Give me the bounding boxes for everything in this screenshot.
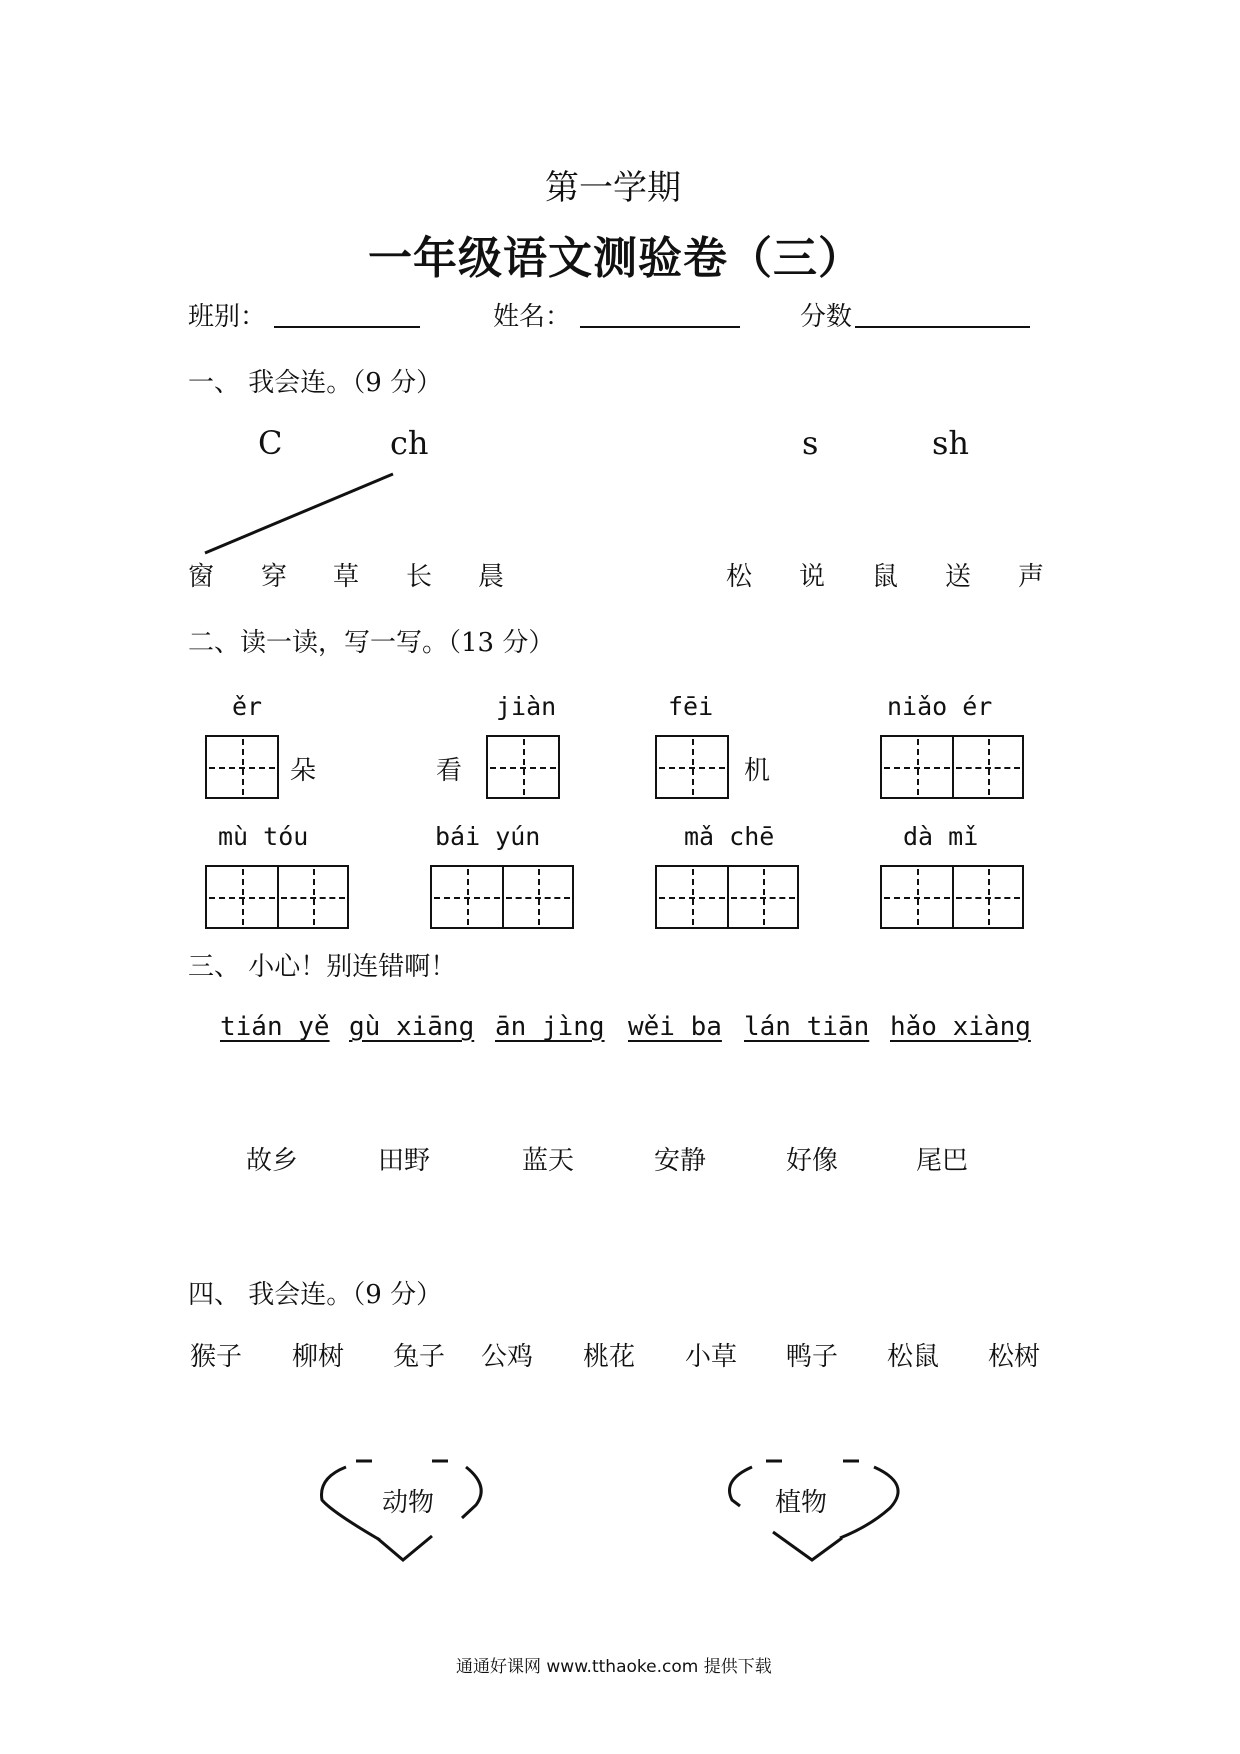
pinyin-word[interactable]: hǎo xiàng <box>890 1012 1031 1042</box>
given-char: 机 <box>744 756 771 786</box>
char[interactable]: 晨 <box>478 562 505 592</box>
char[interactable]: 长 <box>406 562 433 592</box>
writing-grid[interactable] <box>880 865 1024 929</box>
term-heading: 第一学期 <box>545 168 681 208</box>
class-label: 班别： <box>188 302 267 332</box>
section2-heading: 二、读一读，写一写。（13 分） <box>188 628 555 658</box>
chinese-word[interactable]: 安静 <box>654 1146 707 1176</box>
given-char: 看 <box>436 756 463 786</box>
pinyin: bái yún <box>435 822 541 851</box>
page-title: 一年级语文测验卷（三） <box>368 233 863 284</box>
name-label: 姓名： <box>493 302 572 332</box>
sort-word[interactable]: 猴子 <box>190 1342 243 1372</box>
char[interactable]: 鼠 <box>872 562 899 592</box>
chinese-word[interactable]: 蓝天 <box>522 1146 575 1176</box>
chinese-word[interactable]: 田野 <box>378 1146 431 1176</box>
given-char: 朵 <box>290 756 317 786</box>
writing-grid[interactable] <box>880 735 1024 799</box>
basket-label-plants[interactable]: 植物 <box>775 1488 828 1518</box>
initial-s: s <box>802 424 819 462</box>
footer-credit: 通通好课网 www.tthaoke.com 提供下载 <box>456 1657 772 1677</box>
writing-grid[interactable] <box>205 865 349 929</box>
initial-sh: sh <box>932 424 970 462</box>
chinese-word[interactable]: 好像 <box>786 1146 839 1176</box>
writing-grid[interactable] <box>655 865 799 929</box>
sort-word[interactable]: 柳树 <box>292 1342 345 1372</box>
char[interactable]: 穿 <box>261 562 288 592</box>
pinyin-word[interactable]: tián yě <box>220 1012 330 1042</box>
writing-grid[interactable] <box>205 735 279 799</box>
sort-word[interactable]: 小草 <box>685 1342 738 1372</box>
sort-word[interactable]: 鸭子 <box>786 1342 839 1372</box>
pinyin-word[interactable]: ān jìng <box>495 1012 605 1042</box>
pinyin-word[interactable]: gù xiāng <box>349 1012 475 1042</box>
sort-word[interactable]: 桃花 <box>583 1342 636 1372</box>
score-label: 分数 <box>800 302 853 332</box>
pinyin: niǎo ér <box>887 692 993 721</box>
pinyin: fēi <box>668 692 714 721</box>
initial-c: C <box>258 424 283 462</box>
pinyin: jiàn <box>496 692 557 721</box>
chinese-word[interactable]: 尾巴 <box>916 1146 969 1176</box>
initial-ch: ch <box>390 424 429 462</box>
char[interactable]: 松 <box>726 562 753 592</box>
writing-grid[interactable] <box>655 735 729 799</box>
sort-word[interactable]: 公鸡 <box>481 1342 534 1372</box>
section3-heading: 三、 小心！别连错啊！ <box>188 952 457 982</box>
section4-heading: 四、 我会连。（9 分） <box>188 1280 443 1310</box>
writing-grid[interactable] <box>486 735 560 799</box>
char[interactable]: 草 <box>333 562 360 592</box>
char[interactable]: 窗 <box>188 562 215 592</box>
sort-word[interactable]: 松树 <box>988 1342 1041 1372</box>
sort-word[interactable]: 兔子 <box>393 1342 446 1372</box>
writing-grid[interactable] <box>430 865 574 929</box>
sort-word[interactable]: 松鼠 <box>887 1342 940 1372</box>
basket-label-animals[interactable]: 动物 <box>382 1488 435 1518</box>
pinyin-word[interactable]: wěi ba <box>628 1012 722 1042</box>
char[interactable]: 送 <box>945 562 972 592</box>
char[interactable]: 声 <box>1018 562 1045 592</box>
pinyin: dà mǐ <box>903 822 979 851</box>
section1-heading: 一、 我会连。（9 分） <box>188 368 443 398</box>
pinyin: ěr <box>232 692 263 721</box>
pinyin: mǎ chē <box>684 822 775 851</box>
char[interactable]: 说 <box>799 562 826 592</box>
chinese-word[interactable]: 故乡 <box>246 1146 299 1176</box>
example-connector-line <box>205 474 393 553</box>
pinyin: mù tóu <box>218 822 309 851</box>
pinyin-word[interactable]: lán tiān <box>744 1012 870 1042</box>
